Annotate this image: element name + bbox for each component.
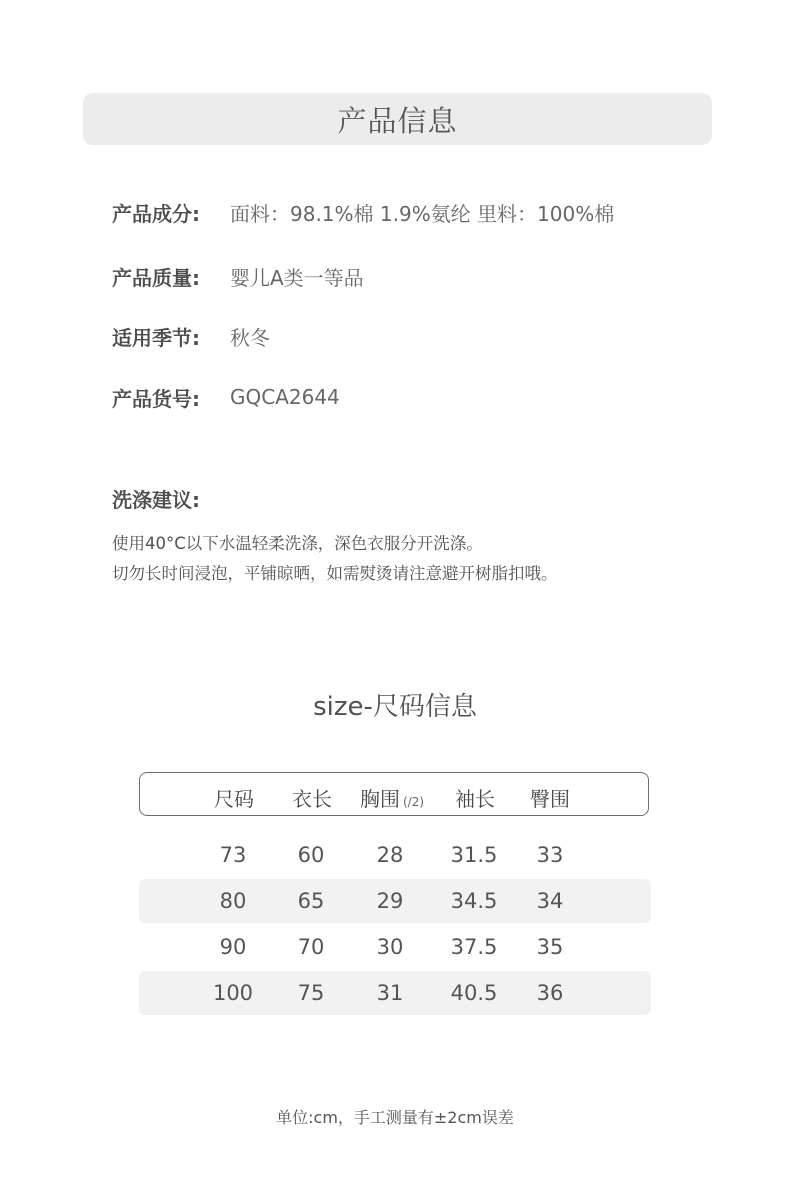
info-label: 适用季节: <box>112 325 200 350</box>
cell-size: 100 <box>212 981 254 1005</box>
header-chest <box>360 783 424 812</box>
cell-length: 70 <box>297 935 325 959</box>
cell-hip: 36 <box>536 981 564 1005</box>
cell-size: 73 <box>219 843 247 867</box>
cell-sleeve: 34.5 <box>450 889 498 913</box>
cell-size: 80 <box>219 889 247 913</box>
measurement-footnote: 单位:cm，手工测量有±2cm误差 <box>276 1108 514 1127</box>
cell-length: 75 <box>297 981 325 1005</box>
care-title: 洗涤建议: <box>112 488 200 512</box>
cell-chest: 29 <box>376 889 404 913</box>
cell-length: 60 <box>297 843 325 867</box>
info-row-composition <box>112 196 614 228</box>
care-line: 使用40°C以下水温轻柔洗涤，深色衣服分开洗涤。 <box>112 534 483 553</box>
info-label: 产品成分: <box>112 201 200 226</box>
info-label: 产品质量: <box>112 265 200 290</box>
cell-hip: 33 <box>536 843 564 867</box>
cell-hip: 34 <box>536 889 564 913</box>
header-sleeve: 袖长 <box>455 787 495 811</box>
info-row-item-number <box>112 381 340 413</box>
header-size: 尺码 <box>214 787 254 811</box>
header-hip: 臀围 <box>530 787 570 811</box>
table-row <box>139 971 651 1015</box>
info-value: 婴儿A类一等品 <box>230 265 364 290</box>
info-label: 产品货号: <box>112 386 200 411</box>
cell-length: 65 <box>297 889 325 913</box>
header-length: 衣长 <box>292 787 332 811</box>
info-row-season <box>112 320 270 352</box>
section-title-banner: 产品信息 <box>83 93 712 145</box>
cell-hip: 35 <box>536 935 564 959</box>
info-row-quality <box>112 260 364 292</box>
info-value: GQCA2644 <box>230 385 340 409</box>
cell-chest: 30 <box>376 935 404 959</box>
table-row <box>139 925 651 969</box>
size-section-title: size-尺码信息 <box>313 692 477 722</box>
care-line: 切勿长时间浸泡，平铺晾晒，如需熨烫请注意避开树脂扣哦。 <box>112 564 558 583</box>
info-value: 秋冬 <box>230 325 270 350</box>
cell-chest: 28 <box>376 843 404 867</box>
cell-chest: 31 <box>376 981 404 1005</box>
header-chest-unit: (/2) <box>402 795 425 809</box>
header-chest-label: 胸围 <box>359 787 400 811</box>
cell-size: 90 <box>219 935 247 959</box>
table-row <box>139 879 651 923</box>
size-table-header <box>139 772 649 816</box>
info-value: 面料：98.1%棉 1.9%氨纶 里料：100%棉 <box>230 201 615 226</box>
cell-sleeve: 31.5 <box>450 843 498 867</box>
cell-sleeve: 40.5 <box>450 981 498 1005</box>
cell-sleeve: 37.5 <box>450 935 498 959</box>
table-row <box>139 833 651 877</box>
